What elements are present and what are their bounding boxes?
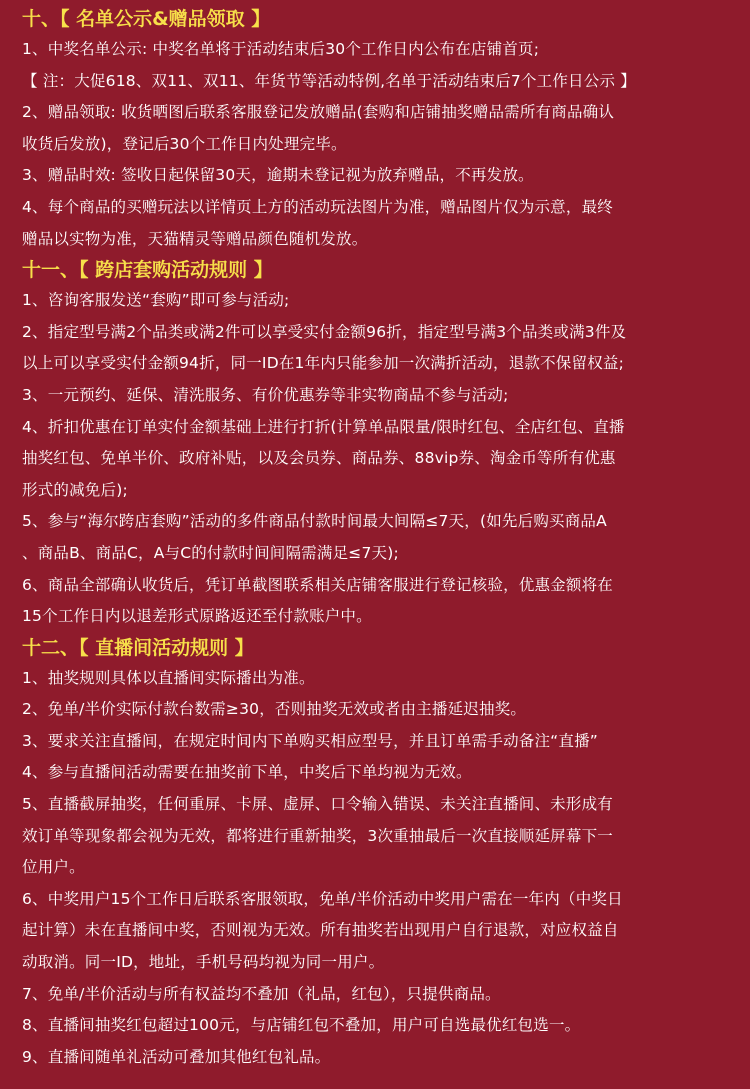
rule-line: 效订单等现象都会视为无效，都将进行重新抽奖，3次重抽最后一次直接顺延屏幕下一 <box>22 826 613 845</box>
rule-line: 15个工作日内以退差形式原路返还至付款账户中。 <box>22 607 372 626</box>
rule-line: 位用户。 <box>22 858 85 877</box>
rule-paragraph <box>22 1010 736 1042</box>
rule-line: 3、要求关注直播间，在规定时间内下单购买相应型号，并且订单需手动备注“直播” <box>22 731 599 750</box>
rule-paragraph <box>22 757 736 789</box>
rule-line: 7、免单/半价活动与所有权益均不叠加（礼品，红包），只提供商品。 <box>22 984 501 1003</box>
rule-paragraph <box>22 663 736 695</box>
rule-line: 起计算）未在直播间中奖，否则视为无效。所有抽奖若出现用户自行退款，对应权益自 <box>22 921 619 940</box>
rule-paragraph <box>22 160 736 192</box>
rule-line: 6、商品全部确认收货后，凭订单截图联系相关店铺客服进行登记核验，优惠金额将在 <box>22 575 613 594</box>
rule-paragraph <box>22 192 736 255</box>
rule-paragraph <box>22 412 736 507</box>
rule-paragraph <box>22 380 736 412</box>
rule-line: 、商品B、商品C，A与C的付款时间间隔需满足≤7天); <box>22 543 399 562</box>
section-title: 十、【 名单公示&赠品领取 】 <box>22 8 271 30</box>
rule-paragraph <box>22 285 736 317</box>
rule-line: 4、参与直播间活动需要在抽奖前下单，中奖后下单均视为无效。 <box>22 763 472 782</box>
rule-line: 以上可以享受实付金额94折，同一ID在1年内只能参加一次满折活动，退款不保留权益; <box>22 354 625 373</box>
rule-line: 抽奖红包、免单半价、政府补贴，以及会员券、商品券、88vip券、淘金币等所有优惠 <box>22 449 616 468</box>
rule-line: 4、每个商品的买赠玩法以详情页上方的活动玩法图片为准，赠品图片仅为示意，最终 <box>22 197 613 216</box>
rule-line: 2、免单/半价实际付款台数需≥30，否则抽奖无效或者由主播延迟抽奖。 <box>22 700 527 719</box>
rule-line: 赠品以实物为准，天猫精灵等赠品颜色随机发放。 <box>22 229 368 248</box>
rule-paragraph <box>22 1042 736 1074</box>
rule-line: 1、咨询客服发送“套购”即可参与活动; <box>22 291 290 310</box>
rule-line: 3、赠品时效: 签收日起保留30天，逾期未登记视为放弃赠品，不再发放。 <box>22 166 534 185</box>
rule-line: 1、抽奖规则具体以直播间实际播出为准。 <box>22 668 315 687</box>
rule-paragraph <box>22 506 736 569</box>
rule-line: 2、赠品领取: 收货晒图后联系客服登记发放赠品(套购和店铺抽奖赠品需所有商品确认 <box>22 103 615 122</box>
rule-paragraph <box>22 979 736 1011</box>
rule-line: 形式的减免后); <box>22 480 128 499</box>
section-title: 十二、【 直播间活动规则 】 <box>22 636 254 659</box>
rule-paragraph <box>22 884 736 979</box>
rule-paragraph <box>22 66 736 98</box>
rule-line: 6、中奖用户15个工作日后联系客服领取，免单/半价活动中奖用户需在一年内（中奖日 <box>22 889 623 908</box>
rule-paragraph <box>22 97 736 160</box>
rule-line: 【 注：大促618、双11、双11、年货节等活动特例,名单于活动结束后7个工作日公示 】 <box>22 71 636 90</box>
rule-paragraph <box>22 726 736 758</box>
rule-paragraph <box>22 789 736 884</box>
rule-line: 4、折扣优惠在订单实付金额基础上进行打折(计算单品限量/限时红包、全店红包、直播 <box>22 417 625 436</box>
section-title: 十一、【 跨店套购活动规则 】 <box>22 259 273 282</box>
rule-paragraph <box>22 317 736 380</box>
rule-line: 1、中奖名单公示: 中奖名单将于活动结束后30个工作日内公布在店铺首页; <box>22 40 540 58</box>
rule-line: 5、直播截屏抽奖，任何重屏、卡屏、虚屏、口令输入错误、未关注直播间、未形成有 <box>22 795 613 814</box>
rule-line: 5、参与“海尔跨店套购”活动的多件商品付款时间最大间隔≤7天，(如先后购买商品A <box>22 512 607 531</box>
rule-paragraph <box>22 570 736 633</box>
rule-line: 3、一元预约、延保、清洗服务、有价优惠券等非实物商品不参与活动; <box>22 385 509 404</box>
rule-line: 收货后发放)，登记后30个工作日内处理完毕。 <box>22 134 347 153</box>
rule-line: 8、直播间抽奖红包超过100元，与店铺红包不叠加，用户可自选最优红包选一。 <box>22 1016 581 1035</box>
rule-line: 9、直播间随单礼活动可叠加其他红包礼品。 <box>22 1047 331 1066</box>
rule-line: 2、指定型号满2个品类或满2件可以享受实付金额96折，指定型号满3个品类或满3件及 <box>22 322 627 341</box>
rule-line: 动取消。同一ID，地址，手机号码均视为同一用户。 <box>22 953 385 972</box>
rule-paragraph <box>22 34 736 66</box>
rule-paragraph <box>22 694 736 726</box>
